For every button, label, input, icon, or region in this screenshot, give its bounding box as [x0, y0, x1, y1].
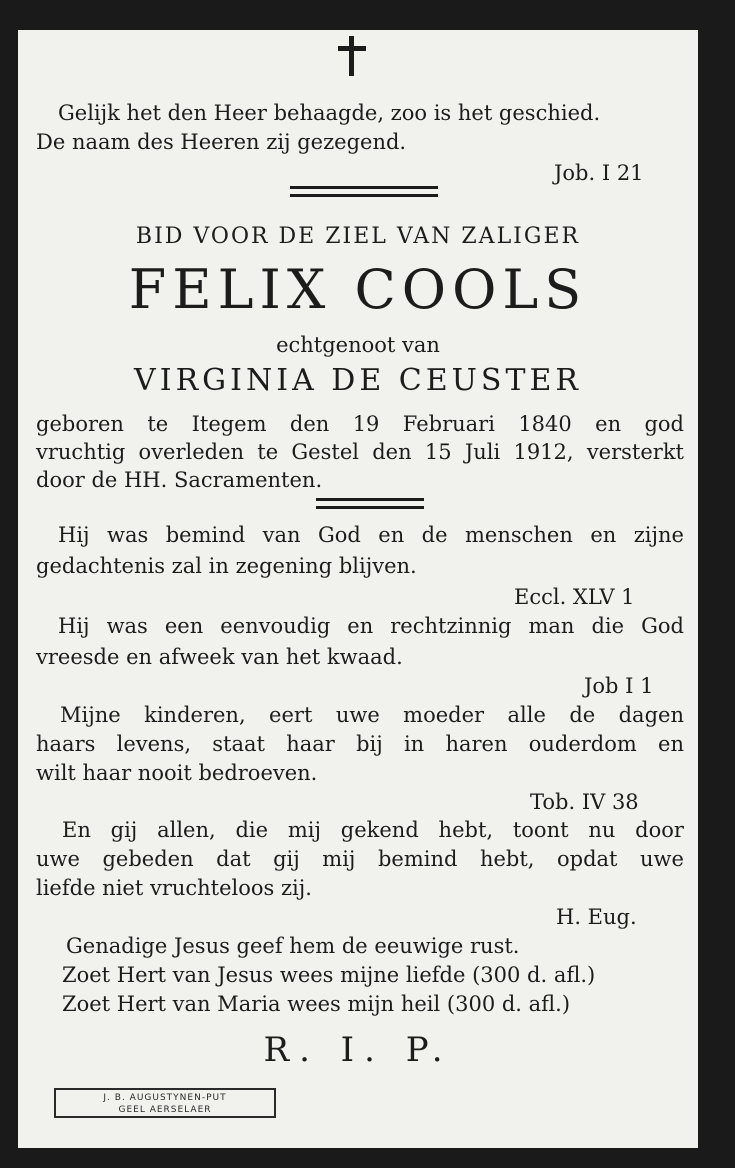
epigraph-reference: Job. I 21 [554, 161, 644, 185]
verse-1-line-1: Hij was bemind van God en de menschen en zijne [58, 523, 684, 547]
divider-top-second [290, 194, 438, 197]
verse-1-line-2: gedachtenis zal in zegening blijven. [36, 554, 417, 578]
printer-mark [54, 1088, 276, 1118]
verse-1-reference: Eccl. XLV 1 [514, 585, 635, 609]
verse-4-line-2: uwe gebeden dat gij mij bemind hebt, opdat uwe [36, 847, 684, 871]
deceased-name: FELIX COOLS [128, 258, 588, 321]
epigraph-line-2: De naam des Heeren zij gezegend. [36, 130, 407, 154]
divider-top [290, 186, 438, 189]
verse-2-line-2: vreesde en afweek van het kwaad. [36, 645, 403, 669]
verse-3-line-2: haars levens, staat haar bij in haren ouderdom en [36, 732, 684, 756]
verse-2-reference: Job I 1 [584, 674, 654, 698]
spouse-name: VIRGINIA DE CEUSTER [134, 363, 582, 398]
verse-4-reference: H. Eug. [556, 905, 637, 929]
verse-2-line-1: Hij was een eenvoudig en rechtzinnig man die God [58, 614, 684, 638]
cross-icon [336, 36, 368, 76]
prayer-3: Zoet Hert van Maria wees mijn heil (300 d. afl.) [62, 992, 571, 1016]
prayer-2: Zoet Hert van Jesus wees mijne liefde (300 d. afl.) [62, 963, 596, 987]
divider-middle-second [316, 506, 424, 509]
verse-4-line-1: En gij allen, die mij gekend hebt, toont nu door [62, 818, 684, 842]
heading: BID VOOR DE ZIEL VAN ZALIGER [135, 224, 581, 249]
printer-line-1: J. B. AUGUSTYNEN-PUT [103, 1093, 227, 1103]
printer-line-2: GEEL AERSELAER [118, 1105, 212, 1115]
divider-middle [316, 498, 424, 501]
verse-3-line-1: Mijne kinderen, eert uwe moeder alle de dagen [60, 703, 684, 727]
bio-line-1: geboren te Itegem den 19 Februari 1840 en god [36, 412, 684, 436]
verse-3-line-3: wilt haar nooit bedroeven. [36, 761, 318, 785]
bio-line-2: vruchtig overleden te Gestel den 15 Juli 1912, versterkt [36, 440, 684, 464]
rip-inscription: R. I. P. [263, 1030, 453, 1070]
verse-4-line-3: liefde niet vruchteloos zij. [36, 876, 312, 900]
epigraph-line-1: Gelijk het den Heer behaagde, zoo is het geschied. [58, 101, 601, 125]
bio-line-3: door de HH. Sacramenten. [36, 468, 323, 492]
spouse-intro: echtgenoot van [276, 333, 440, 357]
verse-3-reference: Tob. IV 38 [530, 790, 639, 814]
prayer-1: Genadige Jesus geef hem de eeuwige rust. [66, 934, 520, 958]
memorial-card [18, 30, 698, 1148]
